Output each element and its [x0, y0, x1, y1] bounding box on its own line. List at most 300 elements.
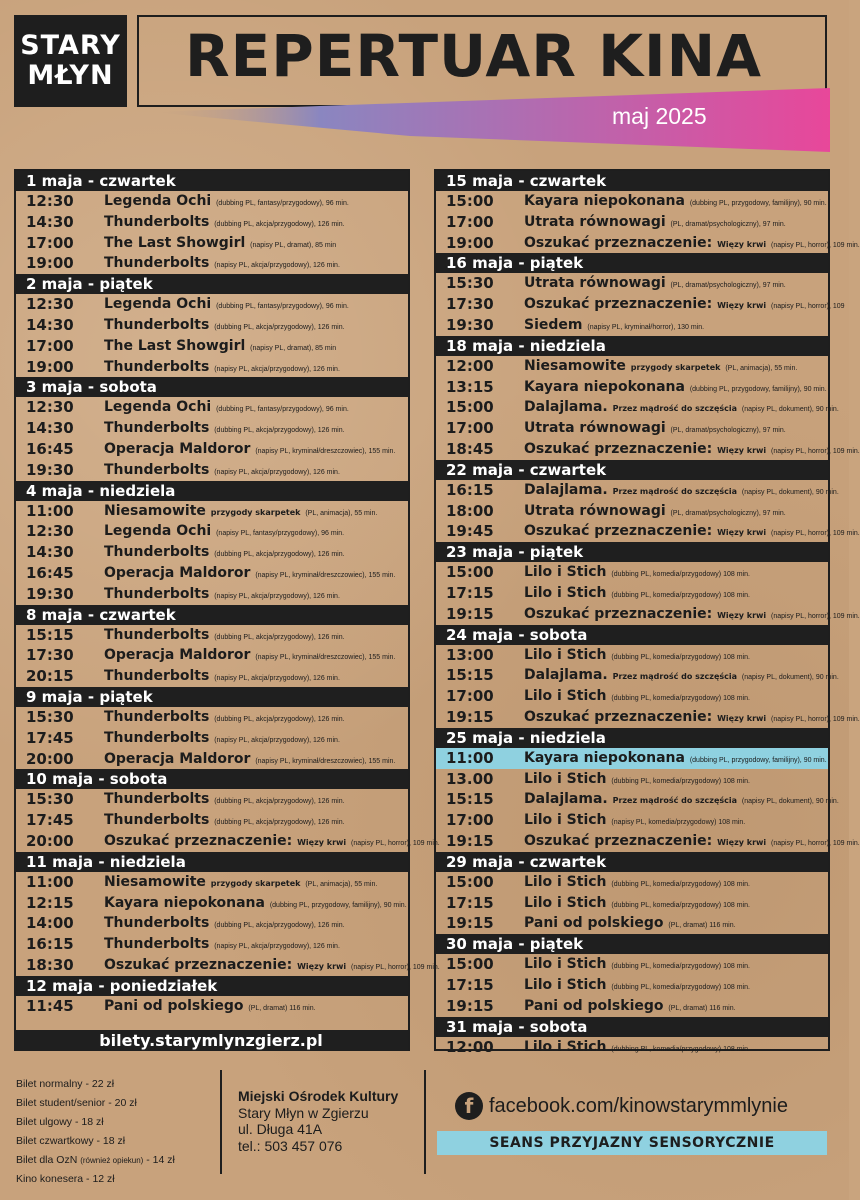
screening-row: [436, 645, 828, 666]
screening-time: 12:15: [26, 893, 74, 912]
screening-time: 20:00: [26, 831, 74, 850]
screening-time: 19:15: [446, 996, 494, 1015]
screening-time: 14:30: [26, 315, 74, 334]
price-text: Bilet student/senior - 20 zł: [16, 1097, 137, 1109]
film-title: Kayara niepokonana: [104, 894, 265, 911]
screening-time: 12:30: [26, 398, 74, 417]
screening-row: [16, 810, 408, 831]
film-title: Oszukać przeznaczenie:: [104, 956, 293, 973]
day-header: 9 maja - piątek: [16, 687, 408, 707]
screening-time: 15:30: [446, 274, 494, 293]
film-info: (napisy PL, dokument), 90 min.: [741, 488, 839, 496]
screening-row: [16, 913, 408, 934]
film-info: (dubbing PL, komedia/przygodowy) 108 min.: [611, 695, 750, 703]
day-header: 16 maja - piątek: [436, 253, 828, 273]
price-item: [16, 1094, 175, 1113]
screening-row: [16, 934, 408, 955]
screening-time: 12:00: [446, 1037, 494, 1056]
screening-time: 19:15: [446, 831, 494, 850]
film-entry: [524, 831, 860, 855]
screening-row: [16, 893, 408, 914]
film-info: (dubbing PL, akcja/przygodowy), 126 min.: [214, 220, 345, 228]
price-item: [16, 1151, 175, 1170]
screening-time: 17:15: [446, 583, 494, 602]
film-title: Oszukać przeznaczenie:: [524, 832, 713, 849]
screening-time: 13:15: [446, 377, 494, 396]
film-entry: [524, 913, 736, 937]
price-item: [16, 1170, 175, 1189]
screening-row: [16, 397, 408, 418]
screening-time: 16:15: [446, 480, 494, 499]
film-info: (napisy PL, dramat), 85 min: [250, 344, 337, 352]
screening-row: [436, 810, 828, 831]
film-entry: [524, 521, 860, 545]
film-title: Thunderbolts: [104, 255, 210, 272]
screening-time: 15:00: [446, 192, 494, 210]
film-info: (PL, animacja), 55 min.: [305, 880, 378, 888]
film-subtitle: przygody skarpetek: [630, 362, 721, 372]
month-label: maj 2025: [612, 103, 707, 129]
screening-row: [436, 439, 860, 460]
film-info: (napisy PL, kryminał/dreszczowiec), 155 min.: [255, 654, 396, 662]
film-info: (dubbing PL, akcja/przygodowy), 126 min.: [214, 323, 345, 331]
screening-row: [436, 913, 828, 934]
film-title: Oszukać przeznaczenie:: [524, 234, 713, 251]
screening-time: 17:00: [26, 336, 74, 355]
screening-time: 15:15: [446, 790, 494, 809]
month-banner-stripe: [150, 88, 830, 152]
day-header: 30 maja - piątek: [436, 934, 828, 954]
film-subtitle: Więzy krwi: [297, 961, 347, 971]
film-title: Utrata równowagi: [524, 213, 666, 230]
price-text: Bilet czwartkowy - 18 zł: [16, 1135, 126, 1147]
film-title: Operacja Maldoror: [104, 564, 251, 581]
film-info: (dubbing PL, przygodowy, familijny), 90 min.: [269, 901, 407, 909]
film-info: (napisy PL, akcja/przygodowy), 126 min.: [214, 592, 340, 600]
film-title: Thunderbolts: [104, 585, 210, 602]
film-title: Dalajlama.: [524, 399, 608, 416]
screening-row: [16, 542, 408, 563]
film-info: (PL, animacja), 55 min.: [305, 509, 378, 517]
screening-time: 15:00: [446, 398, 494, 417]
screening-row: [16, 789, 408, 810]
screening-row: [436, 604, 860, 625]
price-amount: - 14 zł: [143, 1154, 175, 1166]
film-entry: [524, 996, 736, 1020]
screening-time: 17:45: [26, 728, 74, 747]
film-info: (dubbing PL, akcja/przygodowy), 126 min.: [214, 798, 345, 806]
price-text: Kino konesera - 12 zł: [16, 1173, 115, 1185]
film-title: Thunderbolts: [104, 358, 210, 375]
screening-row: [436, 996, 828, 1017]
film-title: Kayara niepokonana: [524, 193, 685, 209]
film-title: Thunderbolts: [104, 420, 210, 437]
film-title: Siedem: [524, 316, 583, 333]
screening-row: [16, 233, 408, 254]
film-subtitle: Więzy krwi: [717, 837, 767, 847]
film-info: (napisy PL, horror), 109 min.: [351, 963, 440, 971]
film-title: Utrata równowagi: [524, 502, 666, 519]
film-info: (napisy PL, horror), 109 min.: [351, 839, 440, 847]
film-info: (dubbing PL, akcja/przygodowy), 126 min.: [214, 715, 345, 723]
screening-time: 17:15: [446, 975, 494, 994]
film-subtitle: Więzy krwi: [297, 837, 347, 847]
screening-time: 12:30: [26, 192, 74, 210]
film-title: Lilo i Stich: [524, 894, 607, 911]
film-info: (napisy PL, kryminał/dreszczowiec), 155 min.: [255, 571, 396, 579]
divider: [220, 1070, 222, 1174]
screening-time: 19:00: [26, 254, 74, 273]
screening-row: [436, 418, 828, 439]
screening-row: [16, 872, 408, 893]
film-info: (dubbing PL, komedia/przygodowy) 108 min.: [611, 591, 750, 599]
logo-line2: MŁYN: [27, 60, 114, 91]
film-info: (dubbing PL, przygodowy, familijny), 90 min.: [689, 200, 827, 207]
film-subtitle: Przez mądrość do szczęścia: [612, 672, 738, 682]
day-header: 29 maja - czwartek: [436, 852, 828, 872]
film-info: (napisy PL, horror), 109 min.: [771, 447, 860, 455]
screening-time: 17:15: [446, 893, 494, 912]
film-title: Thunderbolts: [104, 461, 210, 478]
phone-number: tel.: 503 457 076: [238, 1137, 343, 1154]
film-title: Thunderbolts: [104, 936, 210, 953]
film-entry: [524, 1037, 750, 1061]
film-info: (PL, dramat/psychologiczny), 97 min.: [670, 427, 786, 435]
screening-row: [436, 315, 828, 336]
facebook-link[interactable]: [455, 1092, 788, 1120]
screening-time: 19:15: [446, 707, 494, 726]
screening-time: 19:30: [26, 584, 74, 603]
screening-row: [436, 665, 839, 686]
film-subtitle: Więzy krwi: [717, 528, 767, 538]
film-info: (dubbing PL, komedia/przygodowy) 108 min.: [611, 777, 750, 785]
screening-time: 12:00: [446, 356, 494, 375]
tickets-link[interactable]: bilety.starymlynzgierz.pl: [14, 1030, 408, 1051]
screening-row: [16, 563, 408, 584]
screening-time: 11:00: [446, 748, 494, 767]
film-title: Thunderbolts: [104, 668, 210, 685]
film-subtitle: Przez mądrość do szczęścia: [612, 796, 738, 806]
screening-time: 17:30: [446, 295, 494, 314]
film-info: (dubbing PL, akcja/przygodowy), 126 min.: [214, 819, 345, 827]
film-title: Pani od polskiego: [524, 997, 664, 1014]
screening-row: [436, 377, 828, 398]
film-info: (dubbing PL, przygodowy, familijny), 90 min.: [689, 385, 827, 393]
film-info: (napisy PL, akcja/przygodowy), 126 min.: [214, 675, 340, 683]
price-text: Bilet dla OzN: [16, 1154, 78, 1166]
film-title: Niesamowite: [524, 357, 626, 374]
film-info: (dubbing PL, akcja/przygodowy), 126 min.: [214, 551, 345, 559]
screening-time: 15:30: [26, 707, 74, 726]
film-entry: [104, 749, 395, 773]
screening-time: 19:45: [446, 522, 494, 541]
film-title: Lilo i Stich: [524, 688, 607, 705]
screening-row: [436, 975, 828, 996]
film-info: (napisy PL, kryminał/dreszczowiec), 155 min.: [255, 757, 396, 765]
film-entry: [524, 315, 704, 339]
screening-time: 11:00: [26, 501, 74, 520]
film-subtitle: Więzy krwi: [717, 301, 767, 311]
screening-time: 18:00: [446, 501, 494, 520]
screening-row: [436, 954, 828, 975]
film-title: Dalajlama.: [524, 481, 608, 498]
screening-row: [436, 233, 860, 254]
film-info: (PL, animacja), 55 min.: [725, 364, 798, 372]
film-title: Thunderbolts: [104, 812, 210, 829]
screening-row: [436, 748, 828, 769]
price-list: [16, 1075, 175, 1189]
screening-time: 19:00: [26, 357, 74, 376]
screening-row: [16, 501, 408, 522]
film-entry: [104, 460, 340, 484]
day-header: 22 maja - czwartek: [436, 460, 828, 480]
screening-time: 15:00: [446, 872, 494, 891]
day-header: 23 maja - piątek: [436, 542, 828, 562]
film-title: Thunderbolts: [104, 708, 210, 725]
screening-row: [436, 397, 839, 418]
screening-row: [16, 336, 408, 357]
film-title: Legenda Ochi: [104, 193, 212, 209]
screening-row: [16, 707, 408, 728]
screening-row: [436, 521, 860, 542]
screening-time: 19:15: [446, 604, 494, 623]
screening-row: [16, 831, 440, 852]
film-title: Oszukać przeznaczenie:: [524, 708, 713, 725]
screening-row: [436, 273, 828, 294]
film-info: (dubbing PL, komedia/przygodowy) 108 min.: [611, 963, 750, 971]
film-title: Dalajlama.: [524, 667, 608, 684]
screening-row: [436, 893, 828, 914]
screening-time: 14:00: [26, 914, 74, 933]
address-line2: ul. Długa 41A: [238, 1121, 323, 1137]
film-title: Operacja Maldoror: [104, 440, 251, 457]
film-info: (napisy PL, horror), 109 min.: [771, 241, 860, 249]
screening-time: 16:45: [26, 563, 74, 582]
screening-row: [16, 666, 408, 687]
film-title: Oszukać przeznaczenie:: [524, 523, 713, 540]
screening-row: [16, 749, 408, 770]
screening-time: 17:30: [26, 646, 74, 665]
day-header: 4 maja - niedziela: [16, 481, 408, 501]
film-entry: [104, 253, 340, 277]
film-title: Dalajlama.: [524, 791, 608, 808]
org-name: Miejski Ośrodek Kultury: [238, 1088, 399, 1104]
price-item: [16, 1132, 175, 1151]
film-info: (dubbing PL, komedia/przygodowy) 108 min.: [611, 983, 750, 991]
film-title: Utrata równowagi: [524, 420, 666, 437]
sensory-badge: SEANS PRZYJAZNY SENSORYCZNIE: [437, 1131, 827, 1155]
film-subtitle: Więzy krwi: [717, 445, 767, 455]
film-info: (napisy PL, kryminał/dreszczowiec), 155 min.: [255, 447, 396, 455]
film-entry: [524, 604, 860, 628]
screening-time: 11:00: [26, 872, 74, 891]
day-header: 3 maja - sobota: [16, 377, 408, 397]
logo-line1: STARY: [20, 30, 121, 61]
film-info: (dubbing PL, fantasy/przygodowy), 96 min.: [216, 303, 349, 311]
film-title: Lilo i Stich: [524, 770, 607, 787]
film-info: (PL, dramat/psychologiczny), 97 min.: [670, 220, 786, 228]
film-info: (napisy PL, horror), 109: [771, 303, 845, 311]
screening-time: 17:00: [446, 687, 494, 706]
film-subtitle: Więzy krwi: [717, 239, 767, 249]
screening-row: [16, 728, 408, 749]
screening-time: 16:45: [26, 439, 74, 458]
film-info: (napisy PL, horror), 109 min.: [771, 715, 860, 723]
film-title: Lilo i Stich: [524, 564, 607, 581]
film-title: Lilo i Stich: [524, 956, 607, 973]
film-info: (napisy PL, fantasy/przygodowy), 96 min.: [216, 530, 345, 538]
price-text: Bilet normalny - 22 zł: [16, 1078, 115, 1090]
film-title: Lilo i Stich: [524, 873, 607, 890]
screening-row: [436, 789, 839, 810]
film-entry: [104, 357, 340, 381]
screening-time: 12:30: [26, 522, 74, 541]
schedule-right-column: [434, 169, 860, 1056]
price-note: (również opiekun): [80, 1156, 144, 1165]
screening-time: 15:00: [446, 955, 494, 974]
film-subtitle: Przez mądrość do szczęścia: [612, 486, 738, 496]
film-title: Pani od polskiego: [524, 915, 664, 932]
price-item: [16, 1075, 175, 1094]
film-info: (napisy PL, akcja/przygodowy), 126 min.: [214, 262, 340, 270]
screening-time: 20:15: [26, 667, 74, 686]
film-title: The Last Showgirl: [104, 337, 246, 354]
day-header: 10 maja - sobota: [16, 769, 408, 789]
film-info: (dubbing PL, fantasy/przygodowy), 96 min.: [216, 406, 349, 414]
screening-row: [16, 521, 408, 542]
film-subtitle: Przez mądrość do szczęścia: [612, 404, 738, 414]
page-title: REPERTUAR KINA: [185, 22, 763, 90]
film-info: (dubbing PL, komedia/przygodowy) 108 min.: [611, 653, 750, 661]
film-info: (dubbing PL, komedia/przygodowy) 108 min.: [611, 1045, 750, 1053]
screening-time: 17:00: [26, 233, 74, 252]
film-title: Thunderbolts: [104, 316, 210, 333]
logo: [14, 15, 127, 107]
film-title: Legenda Ochi: [104, 523, 212, 540]
film-title: Niesamowite: [104, 502, 206, 519]
film-title: Lilo i Stich: [524, 584, 607, 601]
film-info: (dubbing PL, akcja/przygodowy), 126 min.: [214, 427, 345, 435]
screening-time: 17:00: [446, 419, 494, 438]
day-header: 1 maja - czwartek: [16, 171, 408, 191]
screening-row: [16, 996, 408, 1017]
film-info: (napisy PL, horror), 109 min.: [771, 612, 860, 620]
screening-row: [436, 769, 828, 790]
screening-row: [16, 357, 408, 378]
film-title: Kayara niepokonana: [524, 378, 685, 395]
film-title: Operacja Maldoror: [104, 750, 251, 767]
film-entry: [524, 233, 860, 257]
screening-time: 19:30: [446, 315, 494, 334]
film-info: (PL, dramat/psychologiczny), 97 min.: [670, 282, 786, 290]
film-title: Thunderbolts: [104, 544, 210, 561]
screening-time: 15:30: [26, 790, 74, 809]
film-info: (dubbing PL, fantasy/przygodowy), 96 min.: [216, 200, 349, 207]
film-subtitle: przygody skarpetek: [210, 878, 301, 888]
film-title: Legenda Ochi: [104, 296, 212, 313]
screening-row: [436, 831, 860, 852]
film-info: (PL, dramat) 116 min.: [668, 922, 736, 930]
day-header: 18 maja - niedziela: [436, 336, 828, 356]
day-header: 31 maja - sobota: [436, 1017, 828, 1037]
day-header: 2 maja - piątek: [16, 274, 408, 294]
day-header: 11 maja - niedziela: [16, 852, 408, 872]
screening-time: 19:00: [446, 233, 494, 252]
film-info: (dubbing PL, akcja/przygodowy), 126 min.: [214, 633, 345, 641]
film-info: (dubbing PL, przygodowy, familijny), 90 min.: [689, 756, 827, 764]
film-subtitle: Więzy krwi: [717, 713, 767, 723]
film-info: (napisy PL, horror), 109 min.: [771, 839, 860, 847]
film-info: (napisy PL, dokument), 90 min.: [741, 674, 839, 682]
address-block: [238, 1088, 398, 1154]
film-title: Lilo i Stich: [524, 1038, 607, 1055]
screening-time: 18:30: [26, 955, 74, 974]
screening-time: 15:15: [446, 666, 494, 685]
film-title: Thunderbolts: [104, 791, 210, 808]
screening-row: [436, 501, 828, 522]
film-title: Oszukać przeznaczenie:: [524, 296, 713, 313]
screening-time: 19:15: [446, 914, 494, 933]
film-info: (napisy PL, akcja/przygodowy), 126 min.: [214, 365, 340, 373]
screening-time: 12:30: [26, 295, 74, 314]
screening-row: [16, 625, 408, 646]
day-header: 8 maja - czwartek: [16, 605, 408, 625]
screening-time: 17:45: [26, 811, 74, 830]
film-title: Oszukać przeznaczenie:: [524, 605, 713, 622]
screening-time: 11:45: [26, 996, 74, 1015]
day-header: 12 maja - poniedziałek: [16, 976, 408, 996]
screening-row: [16, 418, 408, 439]
film-entry: [104, 955, 440, 979]
film-info: (PL, dramat/psychologiczny), 97 min.: [670, 509, 786, 517]
day-header: 15 maja - czwartek: [436, 171, 828, 191]
screening-time: 18:45: [446, 439, 494, 458]
film-info: (napisy PL, akcja/przygodowy), 126 min.: [214, 736, 340, 744]
film-title: Operacja Maldoror: [104, 647, 251, 664]
film-title: Thunderbolts: [104, 213, 210, 230]
screening-time: 16:15: [26, 935, 74, 954]
screening-time: 15:00: [446, 563, 494, 582]
screening-row: [436, 294, 845, 315]
film-info: (napisy PL, komedia/przygodowy) 108 min.: [611, 819, 746, 827]
screening-row: [436, 872, 828, 893]
facebook-icon: f: [455, 1092, 483, 1120]
film-subtitle: Więzy krwi: [717, 610, 767, 620]
film-title: Thunderbolts: [104, 729, 210, 746]
film-title: Lilo i Stich: [524, 976, 607, 993]
day-header: 24 maja - sobota: [436, 625, 828, 645]
screening-time: 15:15: [26, 625, 74, 644]
film-info: (napisy PL, akcja/przygodowy), 126 min.: [214, 468, 340, 476]
film-entry: [524, 707, 860, 731]
facebook-url: facebook.com/kinowstarymmlynie: [489, 1094, 788, 1117]
film-title: Niesamowite: [104, 873, 206, 890]
screening-row: [16, 460, 408, 481]
screening-row: [16, 212, 408, 233]
screening-row: [16, 294, 408, 315]
screening-row: [16, 191, 408, 212]
film-title: Lilo i Stich: [524, 646, 607, 663]
screening-row: [16, 253, 408, 274]
screening-row: [436, 1037, 828, 1058]
divider: [424, 1070, 426, 1174]
screening-row: [436, 707, 860, 728]
film-title: Kayara niepokonana: [524, 749, 685, 766]
film-info: (dubbing PL, komedia/przygodowy) 108 min.: [611, 901, 750, 909]
film-title: Legenda Ochi: [104, 399, 212, 416]
film-title: Oszukać przeznaczenie:: [524, 440, 713, 457]
film-info: (napisy PL, kryminał/horror), 130 min.: [587, 323, 705, 331]
